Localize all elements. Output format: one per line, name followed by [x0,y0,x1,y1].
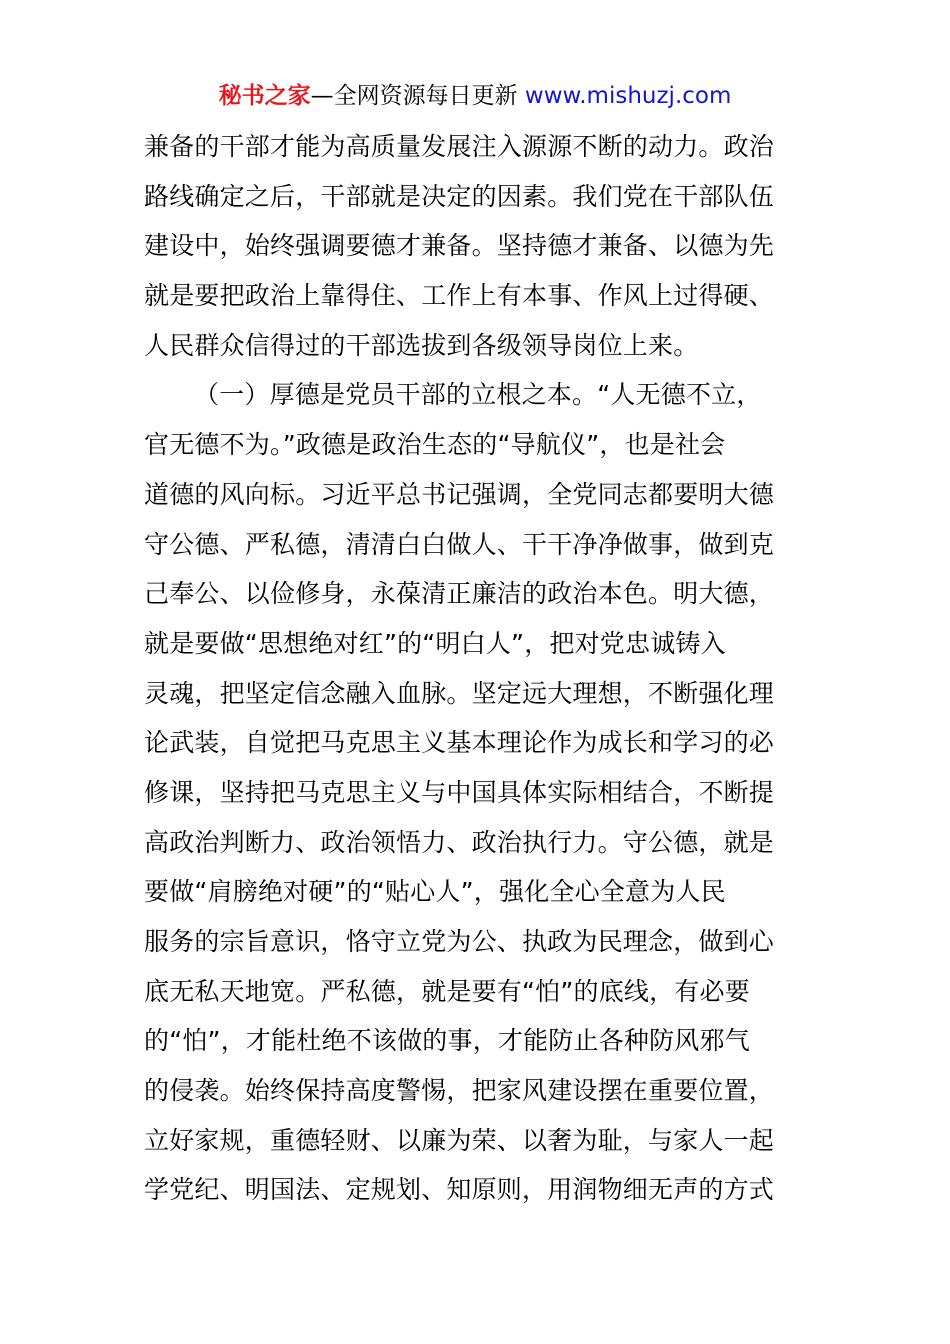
text-line: 修课，坚持把马克思主义与中国具体实际相结合，不断提 [144,777,775,807]
text-line: 论武装，自觉把马克思主义基本理论作为成长和学习的必 [144,728,775,758]
text-line: 学党纪、明国法、定规划、知原则，用润物细无声的方式 [144,1175,775,1205]
text-line: 道德的风向标。习近平总书记强调，全党同志都要明大德 [144,479,775,509]
page-header [0,80,950,112]
text-line: 高政治判断力、政治领悟力、政治执行力。守公德，就是 [144,827,775,857]
text-line: 兼备的干部才能为高质量发展注入源源不断的动力。政治 [144,132,775,161]
text-line: 人民群众信得过的干部选拔到各级领导岗位上来。 [144,330,699,360]
website-url[interactable]: www.mishuzj.com [524,83,732,109]
document-body [144,122,808,1215]
text-line: 己奉公、以俭修身，永葆清正廉洁的政治本色。明大德， [144,579,775,609]
section-heading-line: （一）厚德是党员干部的立根之本。“人无德不立， [194,380,762,410]
text-line: 就是要把政治上靠得住、工作上有本事、作风上过得硬、 [144,281,775,311]
text-line: 灵魂，把坚定信念融入血脉。坚定远大理想，不断强化理 [144,678,775,708]
text-line: 底无私天地宽。严私德，就是要有“怕”的底线，有必要 [144,976,750,1006]
header-tagline: —全网资源每日更新 [310,83,525,109]
text-line: 的“怕”，才能杜绝不该做的事，才能防止各种防风邪气 [144,1026,750,1056]
text-line: 建设中，始终强调要德才兼备。坚持德才兼备、以德为先 [144,231,775,261]
text-line: 守公德、严私德，清清白白做人、干干净净做事，做到克 [144,529,775,559]
text-line: 就是要做“思想绝对红”的“明白人”，把对党忠诚铸入 [144,628,726,658]
text-line: 路线确定之后，干部就是决定的因素。我们党在干部队伍 [144,181,775,211]
text-line: 立好家规，重德轻财、以廉为荣、以奢为耻，与家人一起 [144,1125,775,1155]
text-line: 官无德不为。”政德是政治生态的“导航仪”，也是社会 [144,430,726,460]
text-line: 要做“肩膀绝对硬”的“贴心人”，强化全心全意为人民 [144,877,726,907]
text-line: 的侵袭。始终保持高度警惕，把家风建设摆在重要位置， [144,1076,775,1106]
text-line: 服务的宗旨意识，恪守立党为公、执政为民理念，做到心 [144,927,775,956]
brand-name: 秘书之家 [218,83,311,109]
